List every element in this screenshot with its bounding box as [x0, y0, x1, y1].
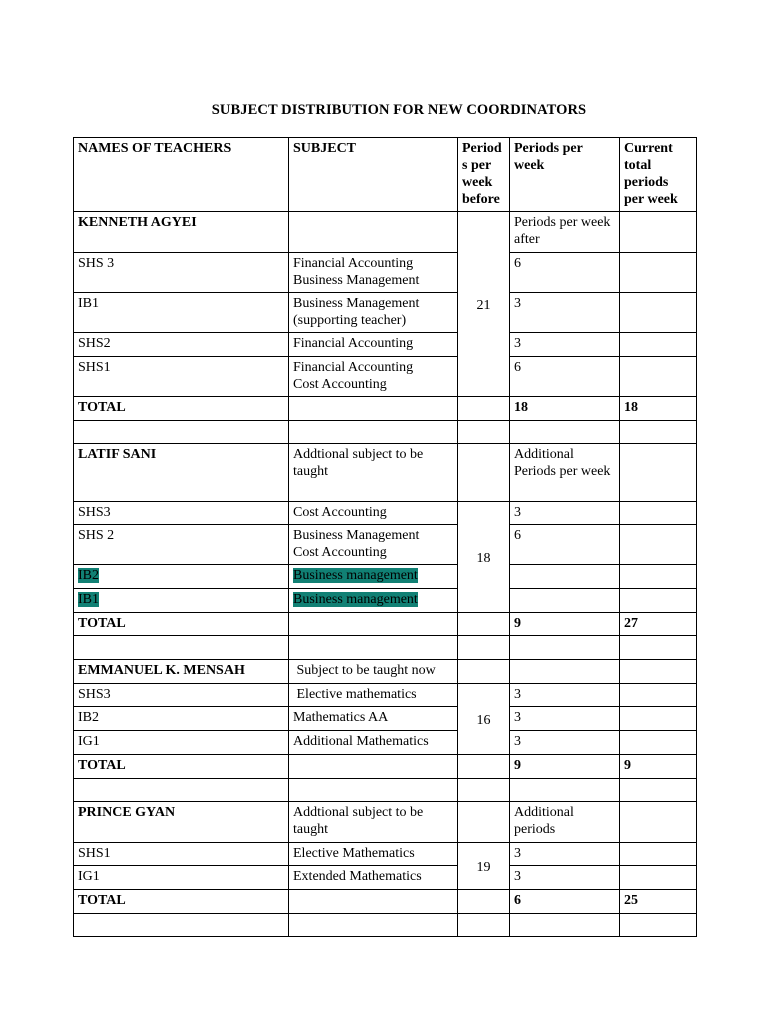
empty-cell: [620, 253, 697, 293]
empty-cell: [620, 707, 697, 731]
teacher-row: [74, 802, 697, 843]
table-row: [74, 333, 697, 357]
empty-cell: [620, 802, 697, 843]
empty-cell: [620, 589, 697, 613]
teacher-subject-label: Subject to be taught now: [289, 660, 458, 684]
periods-before-cell: 21: [458, 212, 510, 397]
empty-cell: [289, 397, 458, 421]
empty-cell: [620, 565, 697, 589]
empty-cell: [458, 397, 510, 421]
total-label: TOTAL: [74, 890, 289, 914]
highlighted-subject: Business management: [293, 568, 418, 583]
periods-cell: 3: [510, 731, 620, 755]
empty-cell: [620, 843, 697, 866]
table-row: [74, 357, 697, 397]
header-row: [74, 138, 697, 212]
class-cell: IG1: [74, 866, 289, 890]
header-subject: SUBJECT: [289, 138, 458, 212]
total-label: TOTAL: [74, 397, 289, 421]
empty-cell: [620, 731, 697, 755]
empty-cell: [620, 684, 697, 707]
total-periods: 9: [510, 613, 620, 636]
empty-cell: [620, 502, 697, 525]
teacher-subject-label: Addtional subject to be taught: [289, 802, 458, 843]
class-cell: IG1: [74, 731, 289, 755]
header-current-total: Current total periods per week: [620, 138, 697, 212]
class-cell: SHS 3: [74, 253, 289, 293]
empty-cell: [510, 660, 620, 684]
table-row: [74, 502, 697, 525]
periods-cell: 6: [510, 253, 620, 293]
subject-cell: Business Management Cost Accounting: [289, 525, 458, 565]
table-row: [74, 684, 697, 707]
total-row: [74, 397, 697, 421]
teacher-name: LATIF SANI: [74, 444, 289, 502]
periods-cell: 3: [510, 684, 620, 707]
highlighted-class: IB1: [78, 592, 99, 607]
periods-cell: 3: [510, 293, 620, 333]
class-cell: [74, 589, 289, 613]
table-row: [74, 866, 697, 890]
spacer-row: [74, 914, 697, 937]
subject-cell: Cost Accounting: [289, 502, 458, 525]
subject-cell: Additional Mathematics: [289, 731, 458, 755]
empty-cell: [458, 890, 510, 914]
empty-cell: [458, 444, 510, 502]
subject-cell: Mathematics AA: [289, 707, 458, 731]
total-row: [74, 613, 697, 636]
periods-before-cell: 16: [458, 684, 510, 755]
subject-cell: Financial Accounting: [289, 333, 458, 357]
teacher-subject-label: [289, 212, 458, 253]
table-row: [74, 525, 697, 565]
header-periods-per-week: Periods per week: [510, 138, 620, 212]
periods-before-cell: 18: [458, 502, 510, 613]
teacher-periods-label: Additional periods: [510, 802, 620, 843]
empty-cell: [458, 802, 510, 843]
periods-cell: 3: [510, 866, 620, 890]
empty-cell: [620, 212, 697, 253]
total-row: [74, 755, 697, 779]
total-row: [74, 890, 697, 914]
subject-cell: Financial Accounting Business Management: [289, 253, 458, 293]
table-row: [74, 589, 697, 613]
spacer-row: [74, 779, 697, 802]
teacher-subject-label: Addtional subject to be taught: [289, 444, 458, 502]
header-names: NAMES OF TEACHERS: [74, 138, 289, 212]
total-periods: 9: [510, 755, 620, 779]
empty-cell: [620, 525, 697, 565]
highlighted-subject: Business management: [293, 592, 418, 607]
periods-cell: 3: [510, 707, 620, 731]
total-current: 27: [620, 613, 697, 636]
empty-cell: [620, 357, 697, 397]
table-row: [74, 565, 697, 589]
teacher-name: EMMANUEL K. MENSAH: [74, 660, 289, 684]
periods-before-cell: 19: [458, 843, 510, 890]
table-row: [74, 253, 697, 293]
periods-cell: 6: [510, 357, 620, 397]
teacher-name: KENNETH AGYEI: [74, 212, 289, 253]
subject-cell: Financial Accounting Cost Accounting: [289, 357, 458, 397]
empty-cell: [289, 613, 458, 636]
empty-cell: [620, 866, 697, 890]
teacher-row: [74, 212, 697, 253]
empty-cell: [458, 613, 510, 636]
spacer-row: [74, 421, 697, 444]
table-row: [74, 843, 697, 866]
header-periods-before: Period s per week before: [458, 138, 510, 212]
total-label: TOTAL: [74, 613, 289, 636]
total-periods: 18: [510, 397, 620, 421]
empty-cell: [458, 755, 510, 779]
subject-cell: [289, 565, 458, 589]
total-current: 18: [620, 397, 697, 421]
periods-cell: [510, 565, 620, 589]
table-row: [74, 731, 697, 755]
subject-cell: [289, 589, 458, 613]
empty-cell: [289, 890, 458, 914]
subject-cell: Extended Mathematics: [289, 866, 458, 890]
class-cell: SHS3: [74, 502, 289, 525]
empty-cell: [620, 660, 697, 684]
teacher-periods-label: Periods per week after: [510, 212, 620, 253]
class-cell: SHS 2: [74, 525, 289, 565]
subject-cell: Elective Mathematics: [289, 843, 458, 866]
subject-distribution-table: [73, 137, 697, 937]
spacer-row: [74, 636, 697, 660]
empty-cell: [620, 333, 697, 357]
class-cell: IB1: [74, 293, 289, 333]
periods-cell: 3: [510, 502, 620, 525]
class-cell: SHS3: [74, 684, 289, 707]
class-cell: SHS1: [74, 357, 289, 397]
teacher-periods-label: Additional Periods per week: [510, 444, 620, 502]
teacher-row: [74, 660, 697, 684]
total-periods: 6: [510, 890, 620, 914]
empty-cell: [620, 293, 697, 333]
subject-cell: Elective mathematics: [289, 684, 458, 707]
teacher-row: [74, 444, 697, 502]
table-row: [74, 293, 697, 333]
empty-cell: [289, 755, 458, 779]
class-cell: SHS2: [74, 333, 289, 357]
total-label: TOTAL: [74, 755, 289, 779]
periods-cell: 3: [510, 333, 620, 357]
periods-cell: 3: [510, 843, 620, 866]
empty-cell: [620, 444, 697, 502]
document-title: SUBJECT DISTRIBUTION FOR NEW COORDINATORS: [211, 102, 587, 118]
periods-cell: 6: [510, 525, 620, 565]
highlighted-class: IB2: [78, 568, 99, 583]
subject-cell: Business Management (supporting teacher): [289, 293, 458, 333]
table-row: [74, 707, 697, 731]
periods-cell: [510, 589, 620, 613]
class-cell: [74, 565, 289, 589]
total-current: 9: [620, 755, 697, 779]
total-current: 25: [620, 890, 697, 914]
class-cell: SHS1: [74, 843, 289, 866]
empty-cell: [458, 660, 510, 684]
class-cell: IB2: [74, 707, 289, 731]
teacher-name: PRINCE GYAN: [74, 802, 289, 843]
